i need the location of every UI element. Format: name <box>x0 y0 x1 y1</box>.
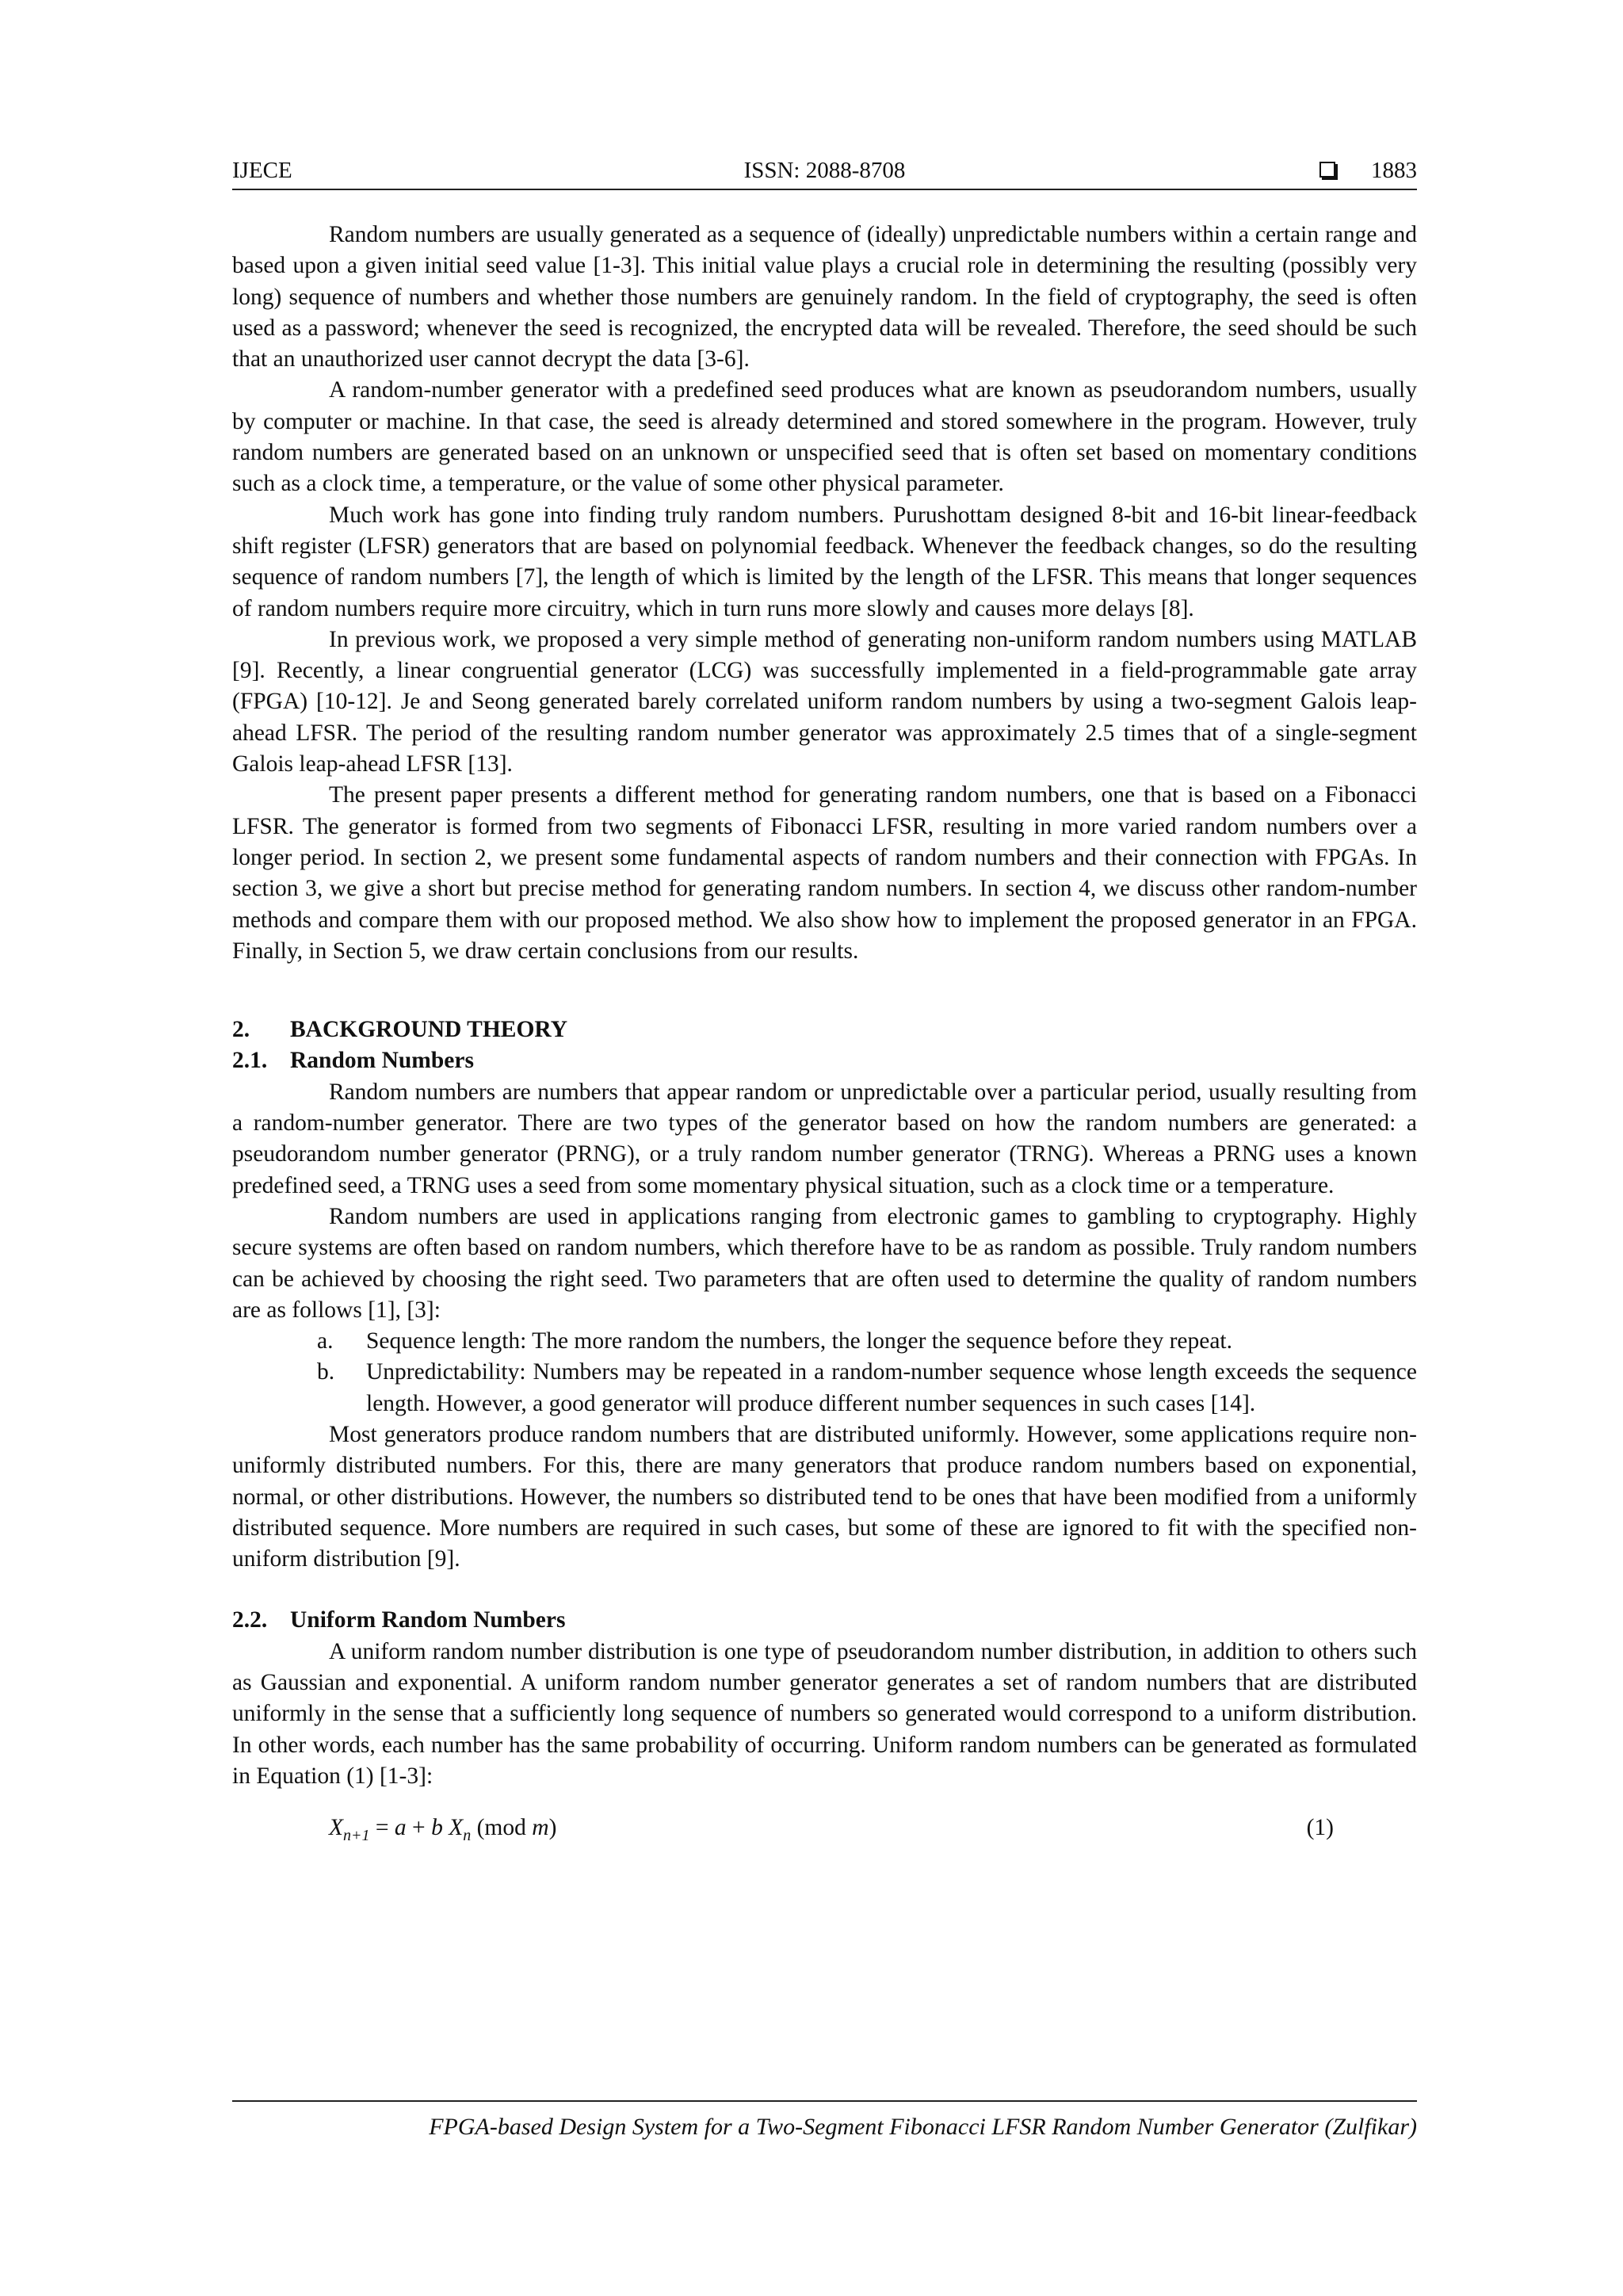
list-item <box>232 1357 1417 1419</box>
journal-name: IJECE <box>232 158 292 183</box>
equation-number: (1) <box>1306 1815 1334 1841</box>
intro-paragraph: Random numbers are usually generated as a sequence of (ideally) unpredictable numbers within a certain range and based upon a given initial seed value [1-3]. This initial value plays a crucial role in determining the resulting (possibly very long) sequence of numbers and whether those numbers are genuinely random. In the field of cryptography, the seed is often used as a password; whenever the seed is recognized, the encrypted data will be revealed. Therefore, the seed should be such that an unauthorized user cannot decrypt the data [3-6]. <box>232 222 1417 372</box>
page-header <box>232 155 1417 186</box>
subsection-heading-uniform-random-numbers <box>232 1605 1417 1636</box>
subsection-number: 2.2. <box>232 1607 268 1633</box>
running-footer: FPGA-based Design System for a Two-Segment Fibonacci LFSR Random Number Generator (Zulfikar) <box>429 2114 1417 2140</box>
section-paragraph: Random numbers are numbers that appear random or unpredictable over a particular period, usually resulting from a random-number generator. There are two types of the generator based on how the random numbers are generated: a pseudorandom number generator (PRNG), or a truly random number generator (TRNG). Whereas a PRNG uses a known predefined seed, a TRNG uses a seed from some momentary physical situation, such as a clock time or a temperature. <box>232 1079 1417 1198</box>
section-heading-background-theory <box>232 1014 1417 1045</box>
list-item-text: Sequence length: The more random the numbers, the longer the sequence before they repeat. <box>366 1328 1232 1354</box>
list-marker: a. <box>317 1328 334 1354</box>
section-paragraph: A uniform random number distribution is one type of pseudorandom number distribution, in addition to others such as Gaussian and exponential. A uniform random number generator generates a set of random numbers that are distributed uniformly in the sense that a sufficiently long sequence of numbers so generated would correspond to a uniform distribution. In other words, each number has the same probability of occurring. Uniform random numbers can be generated as formulated in Equation (1) [1-3]: <box>232 1638 1417 1789</box>
intro-paragraph: Much work has gone into finding truly random numbers. Purushottam designed 8-bit and 16-bit linear-feedback shift register (LFSR) generators that are based on polynomial feedback. Whenever the feedback changes, so do the resulting sequence of random numbers [7], the length of which is limited by the length of the LFSR. This means that longer sequences of random numbers require more circuitry, which in turn runs more slowly and causes more delays [8]. <box>232 502 1417 621</box>
intro-paragraph: A random-number generator with a predefined seed produces what are known as pseudorandom numbers, usually by computer or machine. In that case, the seed is already determined and stored somewhere in the program. However, truly random numbers are generated based on an unknown or unspecified seed that is often set based on momentary conditions such as a clock time, a temperature, or the value of some other physical parameter. <box>232 377 1417 497</box>
equation-expression: $X_{n+1} = a + b$ $X_n$ (mod m) <box>329 1815 557 1845</box>
checkbox-square-icon <box>1319 162 1335 178</box>
section-title: BACKGROUND THEORY <box>290 1017 567 1043</box>
section-paragraph: Most generators produce random numbers that are distributed uniformly. However, some applications require non-uniformly distributed numbers. For this, there are many generators that produce random numbers based on exponential, normal, or other distributions. However, the numbers so distributed tend to be ones that have been modified from a uniformly distributed sequence. More numbers are required in such cases, but some of these are ignored to fit with the specified non-uniform distribution [9]. <box>232 1421 1417 1572</box>
list-marker: b. <box>317 1359 335 1385</box>
page-number: 1883 <box>1371 158 1417 183</box>
intro-paragraph: In previous work, we proposed a very simple method of generating non-uniform random numbers using MATLAB [9]. Recently, a linear congruential generator (LCG) was successfully implemented in a field-programmable gate array (FPGA) [10-12]. Je and Seong generated barely correlated uniform random numbers by using a two-segment Galois leap-ahead LFSR. The period of the resulting random number generator was approximately 2.5 times that of a single-segment Galois leap-ahead LFSR [13]. <box>232 626 1417 777</box>
footer-rule <box>232 2100 1417 2102</box>
subsection-heading-random-numbers <box>232 1045 1417 1076</box>
header-rule <box>232 189 1417 190</box>
section-number: 2. <box>232 1017 250 1043</box>
intro-paragraph: The present paper presents a different method for generating random numbers, one that is based on a Fibonacci LFSR. The generator is formed from two segments of Fibonacci LFSR, resulting in more varied random numbers over a longer period. In section 2, we present some fundamental aspects of random numbers and their connection with FPGAs. In section 3, we give a short but precise method for generating random numbers. In section 4, we discuss other random-number methods and compare them with our proposed method. We also show how to implement the proposed generator in an FPGA. Finally, in Section 5, we draw certain conclusions from our results. <box>232 782 1417 964</box>
subsection-title: Random Numbers <box>290 1048 474 1074</box>
equation-1 <box>232 1813 1417 1844</box>
subsection-title: Uniform Random Numbers <box>290 1607 566 1633</box>
quality-parameters-list <box>232 1326 1417 1419</box>
list-item <box>232 1326 1417 1357</box>
subsection-number: 2.1. <box>232 1048 268 1074</box>
issn: ISSN: 2088-8708 <box>743 158 906 183</box>
article-body <box>232 220 1417 1844</box>
section-paragraph: Random numbers are used in applications ranging from electronic games to gambling to cryptography. Highly secure systems are often based on random numbers, which therefore have to be as random as possible. Truly random numbers can be achieved by choosing the right seed. Two parameters that are often used to determine the quality of random numbers are as follows [1], [3]: <box>232 1203 1417 1323</box>
list-item-text: Unpredictability: Numbers may be repeated in a random-number sequence whose length exceeds the sequence length. However, a good generator will produce different number sequences in such cases [14]. <box>366 1359 1417 1416</box>
